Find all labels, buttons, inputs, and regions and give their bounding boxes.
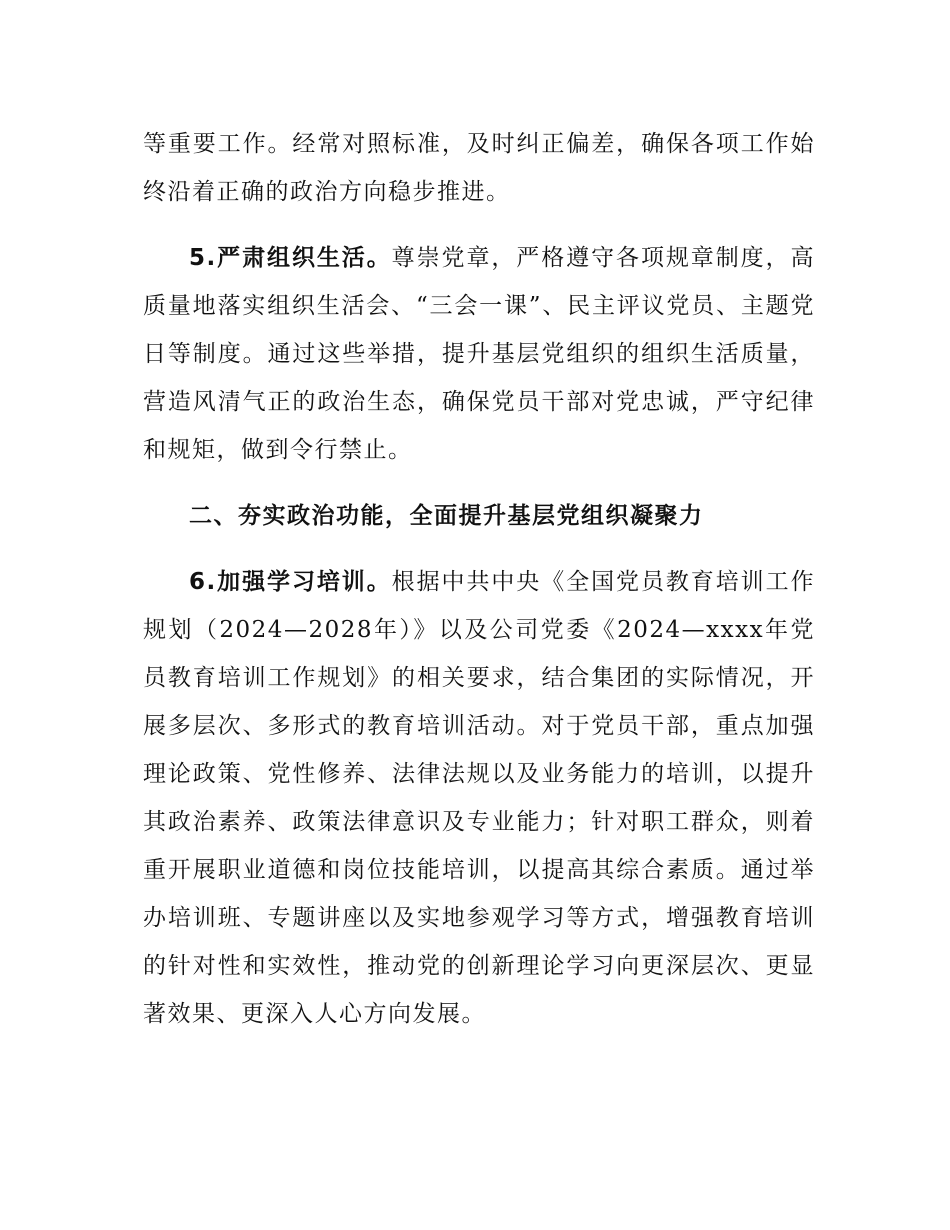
- item-6-paragraph: [143, 558, 815, 1038]
- item-6-body: 根据中共中央《全国党员教育培训工作规划（2024—2028年）》以及公司党委《2024—xxxx年党员教育培训工作规划》的相关要求，结合集团的实际情况，开展多层次、多形式的教育培训活动。对于党员干部，重点加强理论政策、党性修养、法律法规以及业务能力的培训，以提升其政治素养、政策法律意识及专业能力；针对职工群众，则着重开展职业道德和岗位技能培训，以提高其综合素质。通过举办培训班、专题讲座以及实地参观学习等方式，增强教育培训的针对性和实效性，推动党的创新理论学习向更深层次、更显著效果、更深入人心方向发展。: [143, 569, 816, 1027]
- continuation-paragraph: [143, 120, 815, 216]
- item-5-body: 尊崇党章，严格遵守各项规章制度，高质量地落实组织生活会、“三会一课”、民主评议党员、主题党日等制度。通过这些举措，提升基层党组织的组织生活质量，营造风清气正的政治生态，确保党员干部对党忠诚，严守纪律和规矩，做到令行禁止。: [143, 245, 816, 463]
- item-5-title: 5.严肃组织生活。: [189, 245, 392, 271]
- item-5-paragraph: [143, 234, 815, 474]
- document-body: [143, 120, 815, 1038]
- continuation-text: 等重要工作。经常对照标准，及时纠正偏差，确保各项工作始终沿着正确的政治方向稳步推进。: [143, 131, 815, 205]
- section-2-heading: 二、夯实政治功能，全面提升基层党组织凝聚力: [189, 503, 704, 529]
- item-6-title: 6.加强学习培训。: [189, 569, 392, 595]
